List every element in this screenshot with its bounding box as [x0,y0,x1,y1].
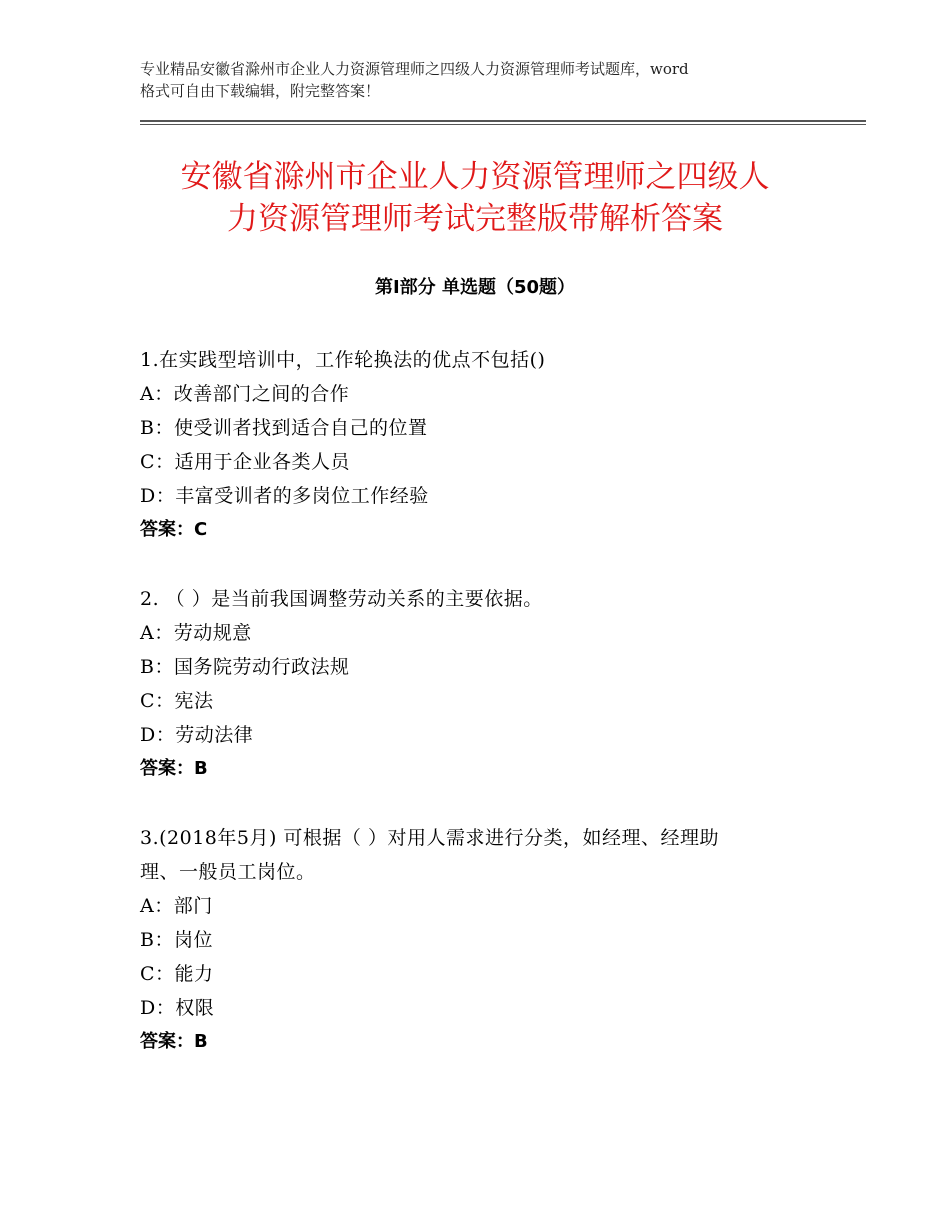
header-note [140,58,830,102]
option-d: D：权限 [140,997,215,1019]
header-note-line-1: 专业精品安徽省滁州市企业人力资源管理师之四级人力资源管理师考试题库，word [140,60,689,78]
answer-label: 答案：C [140,519,208,540]
question-1 [140,343,820,547]
option-a: A：劳动规意 [140,622,252,644]
option-c: C：宪法 [140,690,214,712]
question-stem-line-2: 理、一般员工岗位。 [140,861,316,883]
option-c: C：能力 [140,963,214,985]
option-d: D：劳动法律 [140,724,254,746]
answer-label: 答案：B [140,1031,208,1052]
option-b: B：岗位 [140,929,213,951]
option-b: B：国务院劳动行政法规 [140,656,350,678]
document-title-line-1: 安徽省滁州市企业人力资源管理师之四级人 [180,159,770,195]
document-title [100,156,850,240]
answer-label: 答案：B [140,758,208,779]
question-2 [140,582,820,786]
option-a: A：部门 [140,895,213,917]
header-divider-thick [140,120,866,122]
header-divider-thin [140,124,866,125]
question-stem: 1.在实践型培训中，工作轮换法的优点不包括() [140,349,546,371]
document-title-line-2: 力资源管理师考试完整版带解析答案 [227,201,723,237]
question-stem: 2. （ ）是当前我国调整劳动关系的主要依据。 [140,588,543,610]
option-b: B：使受训者找到适合自己的位置 [140,417,428,439]
question-3 [140,821,820,1059]
section-title: 第Ⅰ部分 单选题（50题） [374,277,575,298]
option-c: C：适用于企业各类人员 [140,451,351,473]
question-stem-line-1: 3.(2018年5月) 可根据（ ）对用人需求进行分类，如经理、经理助 [140,827,719,849]
option-a: A：改善部门之间的合作 [140,383,350,405]
option-d: D：丰富受训者的多岗位工作经验 [140,485,429,507]
header-note-line-2: 格式可自由下载编辑，附完整答案！ [140,82,381,100]
